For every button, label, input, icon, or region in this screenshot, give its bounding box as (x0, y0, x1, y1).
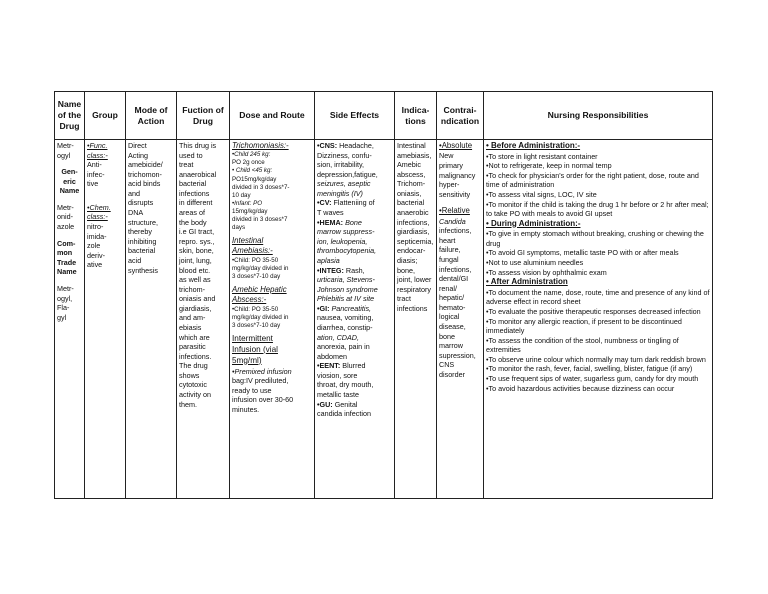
after-admin-item: •To avoid hazardous activities because dizziness can occur (486, 383, 675, 393)
side-text: Dizziness, confu- (317, 150, 372, 160)
trade-label-line: Name (57, 267, 77, 277)
side-text: T waves (317, 208, 344, 218)
nursing-cell (484, 140, 713, 499)
generic-name-line: onid- (57, 212, 73, 222)
side-text: Genital (334, 399, 358, 409)
header-dose: Dose and Route (230, 92, 315, 140)
indication-line: endocar- (397, 246, 426, 256)
contra-line: logical (439, 312, 460, 322)
after-admin-item: •To monitor the rash, fever, facial, swelling, blister, fatigue (if any) (486, 364, 693, 374)
indications-cell (395, 140, 437, 499)
contra-line: hepatic/ (439, 293, 465, 303)
dose-line: bag:IV prediluted, (232, 376, 289, 386)
side-label-eent: •EENT: (317, 361, 341, 371)
after-admin-item: •To monitor any allergic reaction, if present to be discontinued immediately (486, 316, 682, 336)
trade-name-line: Fla- (57, 303, 70, 313)
side-text: candida infection (317, 409, 371, 419)
side-effects-cell (315, 140, 395, 499)
trade-name-line: ogyl, (57, 293, 73, 303)
mode-line: Direct (128, 141, 147, 150)
dose-line: PO15mg/kg/day (232, 175, 277, 183)
side-text: throat, dry mouth, (317, 380, 374, 390)
generic-name-line: azole (57, 222, 75, 232)
header-group: Group (85, 92, 126, 140)
function-line: as well as (179, 275, 211, 285)
indication-line: giardiasis, (397, 227, 430, 237)
side-label-integ: •INTEG: (317, 265, 344, 275)
before-admin-item: •To store in light resistant container (486, 151, 598, 161)
contra-line: New (439, 151, 454, 161)
side-text: ation, CDAD, (317, 332, 359, 342)
mode-line: Acting (128, 150, 148, 160)
mode-line: structure, (128, 217, 158, 227)
chem-class-line: ative (87, 260, 103, 270)
indication-line: septicemia, (397, 236, 434, 246)
header-name: Name of the Drug (55, 92, 85, 140)
function-line: trichom- (179, 284, 205, 294)
func-class-line: Anti- (87, 160, 102, 170)
function-line: activity on (179, 390, 211, 400)
contra-line: hyper- (439, 180, 460, 190)
function-line: i.e GI tract, (179, 227, 215, 237)
function-line: joint, lung, (179, 255, 212, 265)
mode-line: acid binds (128, 179, 161, 189)
indication-line: Amebic (397, 160, 421, 170)
mode-line: acid (128, 255, 142, 265)
dose-intestinal-title: Intestinal (232, 235, 264, 245)
before-admin-item: •To monitor if the child is taking the drug 1 hr before or 2 hr after meal; to take PO with meals to avoid GI upset (486, 199, 709, 219)
side-text: Phlebitis at IV site (317, 294, 375, 304)
mode-line: bacterial (128, 246, 156, 256)
drug-name-line: ogyl (57, 150, 71, 160)
side-text: nausea, vomiting, (317, 313, 374, 323)
function-line: This drug is (179, 141, 217, 150)
contra-line: infections, (439, 226, 472, 236)
drug-name-line: Metr- (57, 141, 74, 150)
indication-line: Trichom- (397, 179, 426, 189)
indication-line: tract (397, 294, 411, 304)
indication-line: amebiasis, (397, 150, 432, 160)
mode-line: trichomon- (128, 169, 162, 179)
name-cell (55, 140, 85, 499)
function-line: skin, bone, (179, 246, 214, 256)
side-text: viosion, sore (317, 370, 358, 380)
indication-line: respiratory (397, 284, 431, 294)
function-line: shows (179, 370, 200, 380)
header-row (55, 92, 713, 140)
generic-name-line: Metr- (57, 202, 74, 212)
header-mode: Mode of Action (126, 92, 177, 140)
before-admin-title: • Before Administration:- (486, 141, 581, 150)
indication-line: joint, lower (397, 275, 432, 285)
side-text: thrombocytopenia, (317, 246, 377, 256)
function-line: infections. (179, 351, 212, 361)
after-admin-item: •To document the name, dose, route, time and presence of any kind of adverse effect in record sheet (486, 287, 710, 307)
header-function: Fuction of Drug (177, 92, 230, 140)
mode-line: inhibiting (128, 236, 157, 246)
contra-line: malignancy (439, 170, 476, 180)
during-admin-item: •Not to use aluminium needles (486, 258, 584, 268)
indication-line: diasis; (397, 255, 418, 265)
func-class-line: tive (87, 179, 99, 189)
function-line: and am- (179, 313, 206, 323)
function-line: bacterial (179, 179, 207, 189)
generic-label-line: Name (59, 186, 80, 196)
dose-line: divided in 3 doses*7- (232, 183, 290, 191)
function-line: oniasis and (179, 294, 216, 304)
side-label-gi: •GI: (317, 303, 330, 313)
dose-line: 3 doses*7-10 day (232, 321, 281, 329)
side-text: meningitis (IV) (317, 188, 363, 198)
after-admin-item: •To assess the condition of the stool, numbness or tingling of extremities (486, 335, 679, 355)
drug-table (54, 91, 713, 499)
dose-line: PO 2g once (232, 159, 265, 167)
during-admin-item: •To avoid GI symptoms, metallic taste PO with or after meals (486, 248, 679, 258)
function-line: The drug (179, 361, 208, 371)
function-line: them. (179, 399, 197, 409)
chem-class-line: nitro- (87, 222, 104, 232)
contra-line: infections, (439, 264, 472, 274)
contra-line: supression, (439, 350, 476, 360)
contra-line: sensitivity (439, 189, 471, 199)
function-cell (177, 140, 230, 499)
side-label-cv: •CV: (317, 198, 332, 208)
trade-label-line: Com- (57, 238, 76, 248)
side-text: urticaria, Stevens- (317, 275, 375, 285)
dose-line: divided in 3 doses*7 (232, 215, 288, 223)
chem-class-label: class:- (87, 212, 108, 222)
function-line: infections (179, 188, 210, 198)
mode-line: DNA (128, 208, 144, 218)
dose-line: infusion over 30-60 (232, 395, 294, 405)
function-line: treat (179, 160, 194, 170)
func-class-label: class:- (87, 150, 108, 160)
mode-cell (126, 140, 177, 499)
dose-line: •Premixed infusion (232, 366, 292, 376)
side-text: Headache, (339, 141, 374, 150)
contra-line: hemato- (439, 302, 466, 312)
dose-hepatic-title: Amebic Hepatic (232, 284, 287, 294)
mode-line: amebicide/ (128, 160, 163, 170)
header-contraindication: Contrai-ndication (437, 92, 484, 140)
dose-iv-title: Intermittent (232, 333, 273, 343)
before-admin-item: •To check for physician's order for the right patient, dose, route and time of administration (486, 170, 699, 190)
before-admin-item: •Not to refrigerate, keep in normal temp (486, 161, 612, 171)
contra-absolute-label: •Absolute (439, 141, 473, 150)
function-line: cytotoxic (179, 380, 207, 390)
function-line: ebiasis (179, 322, 202, 332)
indication-line: Intestinal (397, 141, 426, 150)
function-line: which are (179, 332, 210, 342)
side-text: Flatteniing of (333, 198, 375, 208)
chem-class-line: deriv- (87, 250, 105, 260)
function-line: used to (179, 150, 203, 160)
contra-line: fungal (439, 254, 459, 264)
dose-hepatic-title: Abscess:- (232, 295, 267, 305)
drug-row (55, 140, 713, 499)
chem-class-line: imida- (87, 231, 107, 241)
mode-line: and (128, 188, 140, 198)
function-line: repro. sys., (179, 236, 215, 246)
side-label-cns: •CNS: (317, 141, 338, 150)
trade-label-line: Trade (57, 257, 77, 267)
indication-line: infections (397, 303, 428, 313)
dose-line: mg/kg/day divided in (232, 264, 289, 272)
contra-relative-label: •Relative (439, 206, 470, 216)
dose-line: 10 day (232, 191, 251, 199)
side-text: abdomen (317, 351, 347, 361)
side-text: seizures, aseptic (317, 179, 371, 189)
function-line: blood etc. (179, 265, 211, 275)
function-line: parasitic (179, 342, 206, 352)
chem-class-label: •Chem. (87, 202, 111, 212)
generic-label-line: eric (63, 176, 76, 186)
side-text: metallic taste (317, 390, 359, 400)
side-text: Pancreatitis, (331, 303, 372, 313)
dose-line: mg/kg/day divided in (232, 313, 289, 321)
during-admin-title: • During Administration:- (486, 218, 581, 228)
generic-label-line: Gen- (61, 167, 78, 177)
dose-line: •Infant: PO (232, 199, 263, 207)
mode-line: disrupts (128, 198, 154, 208)
function-line: the body (179, 217, 207, 227)
indication-line: bone, (397, 265, 415, 275)
dose-line: • Child <45 kg: (232, 167, 273, 175)
trade-label-line: mon (57, 248, 73, 258)
contra-line: disease, (439, 321, 466, 331)
indication-line: oniasis, (397, 188, 422, 198)
contra-line: dental/GI (439, 274, 469, 284)
contraindication-cell (437, 140, 484, 499)
dose-line: •Child 245 kg: (232, 151, 271, 159)
header-indications: Indica-tions (395, 92, 437, 140)
indication-line: anaerobic (397, 208, 429, 218)
dose-line: ready to use (232, 385, 272, 395)
dose-line: •Child: PO 35-50 (232, 256, 279, 264)
contra-line: disorder (439, 369, 465, 379)
function-line: anaerobical (179, 169, 217, 179)
contra-line: Candida (439, 216, 466, 226)
after-admin-item: •To observe urine colour which normally may turn dark reddish brown (486, 354, 706, 364)
dose-line: •Child: PO 35-50 (232, 305, 279, 313)
function-line: in different (179, 198, 213, 208)
before-admin-item: •To assess vital signs, LOC, IV site (486, 189, 597, 199)
header-side-effects: Side Effects (315, 92, 395, 140)
func-class-label: •Func. (87, 141, 108, 150)
contra-line: bone (439, 331, 455, 341)
dose-line: days (232, 223, 246, 231)
dose-line: 15mg/kg/day (232, 207, 268, 215)
dose-iv-title: Infusion (vial (232, 344, 278, 354)
side-label-hema: •HEMA: (317, 217, 344, 227)
side-text: aplasia (317, 255, 340, 265)
after-admin-item: •To evaluate the positive therapeutic responses decreased infection (486, 306, 701, 316)
dose-trich-title: Trichomoniasis:- (232, 141, 289, 150)
side-text: Rash, (345, 265, 365, 275)
after-admin-item: •To use frequent sips of water, sugarless gum, candy for dry mouth (486, 374, 699, 384)
contra-line: renal/ (439, 283, 457, 293)
side-text: depression,fatigue, (317, 169, 378, 179)
dose-line: minutes. (232, 404, 260, 414)
contra-line: primary (439, 160, 463, 170)
indication-line: infections, (397, 217, 430, 227)
side-label-gu: •GU: (317, 399, 333, 409)
indication-line: abscess, (397, 169, 426, 179)
trade-name-line: Metr- (57, 283, 74, 293)
side-text: Bone (345, 217, 362, 227)
group-cell (85, 140, 126, 499)
side-text: diarrhea, constip- (317, 322, 373, 332)
side-text: anorexia, pain in (317, 342, 370, 352)
function-line: giardiasis, (179, 303, 212, 313)
after-admin-title: • After Administration (486, 277, 568, 287)
during-admin-item: •To assess vision by ophthalmic exam (486, 267, 607, 277)
during-admin-item: •To give in empty stomach without breaking, crushing or chewing the drug (486, 229, 704, 248)
chem-class-line: zole (87, 241, 101, 251)
func-class-line: infec- (87, 169, 105, 179)
trade-name-line: gyl (57, 312, 67, 322)
side-text: ion, leukopenia, (317, 236, 368, 246)
side-text: marrow suppress- (317, 227, 375, 237)
dose-iv-title: 5mg/ml) (232, 355, 262, 365)
mode-line: thereby (128, 227, 152, 237)
dose-intestinal-title: Amebiasis:- (232, 246, 273, 256)
contra-line: CNS (439, 360, 455, 370)
contra-line: failure, (439, 245, 461, 255)
contra-line: marrow (439, 341, 463, 351)
dose-line: 3 doses*7-10 day (232, 272, 281, 280)
function-line: areas of (179, 208, 205, 218)
header-nursing: Nursing Responsibilities (484, 92, 713, 140)
dose-cell (230, 140, 315, 499)
side-text: sion, irritability, (317, 160, 364, 170)
mode-line: synthesis (128, 265, 158, 275)
side-text: Blurred (342, 361, 366, 371)
indication-line: bacterial (397, 198, 425, 208)
contra-line: heart (439, 235, 456, 245)
side-text: Johnson syndrome (317, 284, 378, 294)
